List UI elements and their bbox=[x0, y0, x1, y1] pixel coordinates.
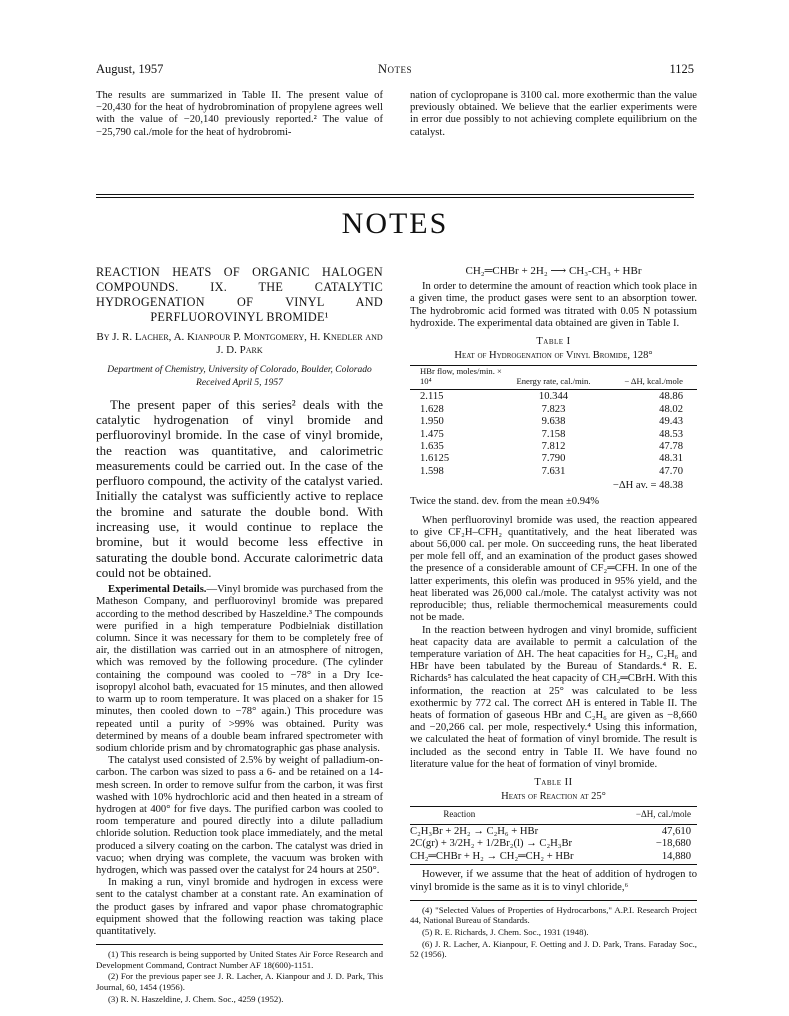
table-cell: 47.78 bbox=[659, 441, 683, 453]
section-rule-bottom bbox=[96, 197, 694, 198]
table-cell: 7.790 bbox=[541, 453, 566, 465]
section-rule-top bbox=[96, 194, 694, 195]
header-date: August, 1957 bbox=[96, 62, 164, 76]
table-cell: 1.598 bbox=[420, 465, 444, 477]
left-column bbox=[96, 265, 383, 1005]
right-paragraph-3: In the reaction between hydrogen and vinyl bromide, sufficient heat capacity data are available to permit a calculation of the temperature variation of ΔH. The heat capacities for H₂, C₂H₆ and HBr have been tabulated by the Bureau of Standards.⁴ R. E. Richards⁵ has calculated the heat capacity of CH₂═CBrH. With this information, the reaction at 25° was calculated to be less exothermic by 772 cal. The correct ΔH is entered in Table II. The heats of formation of gaseous HBr and C₂H₆ are given as −8,660 and −20,266 cal. per mole, respectively.⁴ Using this information, we calculated the heat of formation of vinyl bromide. The result is included as the second entry in Table II. We have found no literature value for the heat of formation of vinyl bromide. bbox=[410, 624, 697, 770]
table-cell: 1.635 bbox=[420, 441, 444, 453]
footnote-4: (4) "Selected Values of Properties of Hydrocarbons," A.P.I. Research Project 44, National Bureau of Standards. bbox=[410, 904, 697, 926]
table-row bbox=[410, 838, 697, 851]
table-cell: 7.631 bbox=[541, 465, 566, 477]
table1-header-hbr-flow: HBr flow, moles/min. × 10⁴ bbox=[420, 366, 502, 386]
table2-header-reaction: Reaction bbox=[443, 809, 476, 820]
article-abstract: The present paper of this series² deals with the catalytic hydrogenation of vinyl bromide and perfluorovinyl bromide. In the case of vinyl bromide, the reaction was quantitative, and calorimetric measurements could be carried out. In the case of the perfluoro compound, the activity of the catalyst varied. Initially the catalyst was sufficiently active to replace the bromine and saturate the double bond. With increasing use, it would continue to replace the bromine, but it would become less effective in saturating the double bond. Accurate calorimetric data could not be obtained. bbox=[96, 396, 383, 580]
right-paragraph-4: However, if we assume that the heat of addition of hydrogen to vinyl bromide is the same as it is to vinyl chloride,⁶ bbox=[410, 869, 697, 893]
table1-header-delta-h: − ΔH, kcal./mole bbox=[624, 375, 683, 386]
table2-caption: Heats of Reaction at 25° bbox=[501, 791, 606, 803]
table-cell: 48.86 bbox=[659, 391, 683, 403]
table-cell: 48.31 bbox=[659, 453, 683, 465]
table-cell: 7.812 bbox=[541, 441, 566, 453]
standard-deviation-note: Twice the stand. dev. from the mean ±0.94% bbox=[410, 496, 600, 508]
header-page-number: 1125 bbox=[669, 62, 694, 76]
table-cell: 47.70 bbox=[659, 465, 683, 477]
table2-header-delta-h: −ΔH, cal./mole bbox=[635, 809, 691, 820]
article-title: REACTION HEATS OF ORGANIC HALOGEN COMPOUNDS. IX. THE CATALYTIC HYDROGENATION OF VINYL AND PERFLUOROVINYL BROMIDE¹ bbox=[96, 265, 383, 324]
right-paragraph-2: When perfluorovinyl bromide was used, the reaction appeared to give CF₂H–CFH₂ quantitatively, and the heat liberated was about 56,000 cal. per mole. On succeeding runs, the heat liberated per mole fell off, and an examination of the product gases showed the presence of a considerable amount of CF₂═CFH. In one of the latter experiments, this olefin was produced in 95% yield, and the heat liberated was 26,000 cal./mole. The catalyst activity was not reproducible; thus, reliable thermochemical measurements could not be made. bbox=[410, 514, 697, 624]
table1-body bbox=[410, 391, 697, 478]
left-footnotes bbox=[96, 944, 383, 1004]
table-row bbox=[410, 441, 697, 453]
table-row bbox=[410, 429, 697, 441]
table-row bbox=[410, 851, 697, 864]
table-cell: 1.950 bbox=[420, 416, 444, 428]
article-authors: By J. R. Lacher, A. Kianpour P. Montgomery, H. Knedler and J. D. Park bbox=[96, 331, 383, 356]
table-cell: CH₂═CHBr + H₂ → CH₂═CH₂ + HBr bbox=[410, 850, 574, 862]
footnote-6: (6) J. R. Lacher, A. Kianpour, F. Oetting and J. D. Park, Trans. Faraday Soc., 52 (1956). bbox=[410, 938, 697, 960]
table-cell: 7.823 bbox=[541, 403, 566, 415]
table-row bbox=[410, 404, 697, 416]
experimental-paragraph-1 bbox=[96, 584, 383, 755]
article-received-date: Received April 5, 1957 bbox=[196, 377, 283, 388]
right-column bbox=[410, 265, 697, 961]
table2-header-row bbox=[410, 808, 697, 822]
table-cell: −18,680 bbox=[655, 838, 691, 850]
article-affiliation: Department of Chemistry, University of Colorado, Boulder, Colorado bbox=[107, 365, 372, 375]
right-paragraph-1: In order to determine the amount of reaction which took place in a given time, the product gases were sent to an absorption tower. The hydrobromic acid formed was titrated with 0.05 N potassium hydroxide. The experimental data obtained are given in Table I. bbox=[410, 281, 697, 329]
table-cell: C₂H₃Br + 2H₂ → C₂H₆ + HBr bbox=[410, 825, 539, 837]
table2 bbox=[410, 808, 697, 822]
experimental-heading: Experimental Details. bbox=[108, 584, 207, 596]
table-cell: 10.344 bbox=[538, 391, 569, 403]
table-cell: 49.43 bbox=[659, 416, 683, 428]
table-cell: 1.6125 bbox=[420, 453, 450, 465]
experimental-paragraph-3: In making a run, vinyl bromide and hydrogen in excess were sent to the catalyst chamber at a constant rate. An examination of the product gases by infrared and vapor phase chromatographic equipment showed that the following reaction was taking place quantitatively. bbox=[96, 877, 383, 937]
table2-body bbox=[410, 826, 697, 864]
footnote-1: (1) This research is being supported by United States Air Force Research and Development Command, Contract Number AF 18(600)-1151. bbox=[96, 949, 383, 970]
header-section: Notes bbox=[377, 62, 413, 76]
footnote-5: (5) R. E. Richards, J. Chem. Soc., 1931 (1948). bbox=[422, 926, 589, 937]
table1-caption: Heat of Hydrogenation of Vinyl Bromide, 128° bbox=[454, 350, 653, 362]
table-row bbox=[410, 453, 697, 465]
table2-rule-bottom bbox=[410, 864, 697, 865]
footnote-3: (3) R. N. Haszeldine, J. Chem. Soc., 4259 (1952). bbox=[108, 993, 284, 1004]
table-cell: 47,610 bbox=[661, 825, 691, 837]
table1-header-energy-rate: Energy rate, cal./min. bbox=[516, 375, 591, 386]
previous-article-right-text: nation of cyclopropane is 3100 cal. more exothermic than the value previously obtained. We believe that the earlier experiments were in error due possibly to not achieving complete equilibrium on the catalyst. bbox=[410, 90, 697, 138]
table-cell: 2.115 bbox=[420, 391, 444, 403]
reaction-equation: CH₂═CHBr + 2H₂ ⟶ CH₃-CH₃ + HBr bbox=[465, 265, 642, 277]
table-cell: 48.02 bbox=[659, 403, 683, 415]
table-row bbox=[410, 826, 697, 839]
experimental-text-1: —Vinyl bromide was purchased from the Matheson Company, and perfluorovinyl bromide was prepared according to the method described by Haszeldine.³ The compounds were purified in a high temperature Podbielniak distillation column. Since it was necessary for them to be completely free of air, the distillation was carried out in an atmosphere of nitrogen, which was removed by the following procedure. (The cylinder containing the compound was cooled to −78° in a Dry Ice-isopropyl alcohol bath, evacuated for 15 minutes, and then allowed to warm up to room temperature. It was placed on a shaker for 15 minutes, then cooled down to −78° again.) This procedure was repeated until a purity of >99% was obtained. Purity was determined by means of a double beam infrared spectrometer with sodium chloride prism and by chromatographic gas phase analysis. bbox=[96, 584, 383, 754]
table1-rule-header bbox=[410, 389, 697, 390]
previous-article-left-text: The results are summarized in Table II. The present value of −20,430 for the heat of hydrobromination of propylene agrees well with the value of −20,140 previously reported.² The value of −25,790 cal./mole for the heat of hydrobromi- bbox=[96, 90, 383, 138]
table-row bbox=[410, 466, 697, 478]
running-head bbox=[96, 62, 694, 78]
section-title: NOTES bbox=[341, 207, 449, 240]
table-row bbox=[410, 416, 697, 428]
table1-header-row bbox=[410, 367, 697, 388]
table-cell: 48.53 bbox=[659, 428, 683, 440]
table2-rule-header bbox=[410, 824, 697, 825]
table1-average: −ΔH av. = 48.38 bbox=[612, 480, 683, 492]
table-row bbox=[410, 391, 697, 403]
footnote-2: (2) For the previous paper see J. R. Lacher, A. Kianpour and J. D. Park, This Journal, 60, 1454 (1956). bbox=[96, 971, 383, 992]
table-cell: 1.628 bbox=[420, 403, 444, 415]
table-cell: 7.158 bbox=[541, 428, 566, 440]
table2-rule-top bbox=[410, 806, 697, 807]
experimental-paragraph-2: The catalyst used consisted of 2.5% by weight of palladium-on-carbon. The carbon was sized to pass a 6- and be retained on a 14-mesh screen. In order to remove sulfur from the carbon, it was first washed with 10% hydrochloric acid and then heated in a stream of hydrogen at 400° for five days. The purified carbon was cooled to room temperature and poured directly into a dilute palladium chloride solution. Reduction took place immediately, and the metal produced a silvery coating on the carbon. The catalyst was dried in vacuo; when drying was complete, the vacuum was broken with hydrogen, which was passed over the catalyst for 24 hours at 250°. bbox=[96, 755, 383, 876]
table-cell: 14,880 bbox=[661, 850, 691, 862]
table-cell: 9.638 bbox=[541, 416, 566, 428]
table-cell: 1.475 bbox=[420, 428, 444, 440]
right-footnotes bbox=[410, 900, 697, 960]
table-cell: 2C(gr) + 3/2H₂ + 1/2Br₂(l) → C₂H₃Br bbox=[410, 838, 573, 850]
table1 bbox=[410, 367, 697, 388]
table1-label: Table I bbox=[536, 336, 571, 348]
table2-label: Table II bbox=[534, 776, 573, 788]
